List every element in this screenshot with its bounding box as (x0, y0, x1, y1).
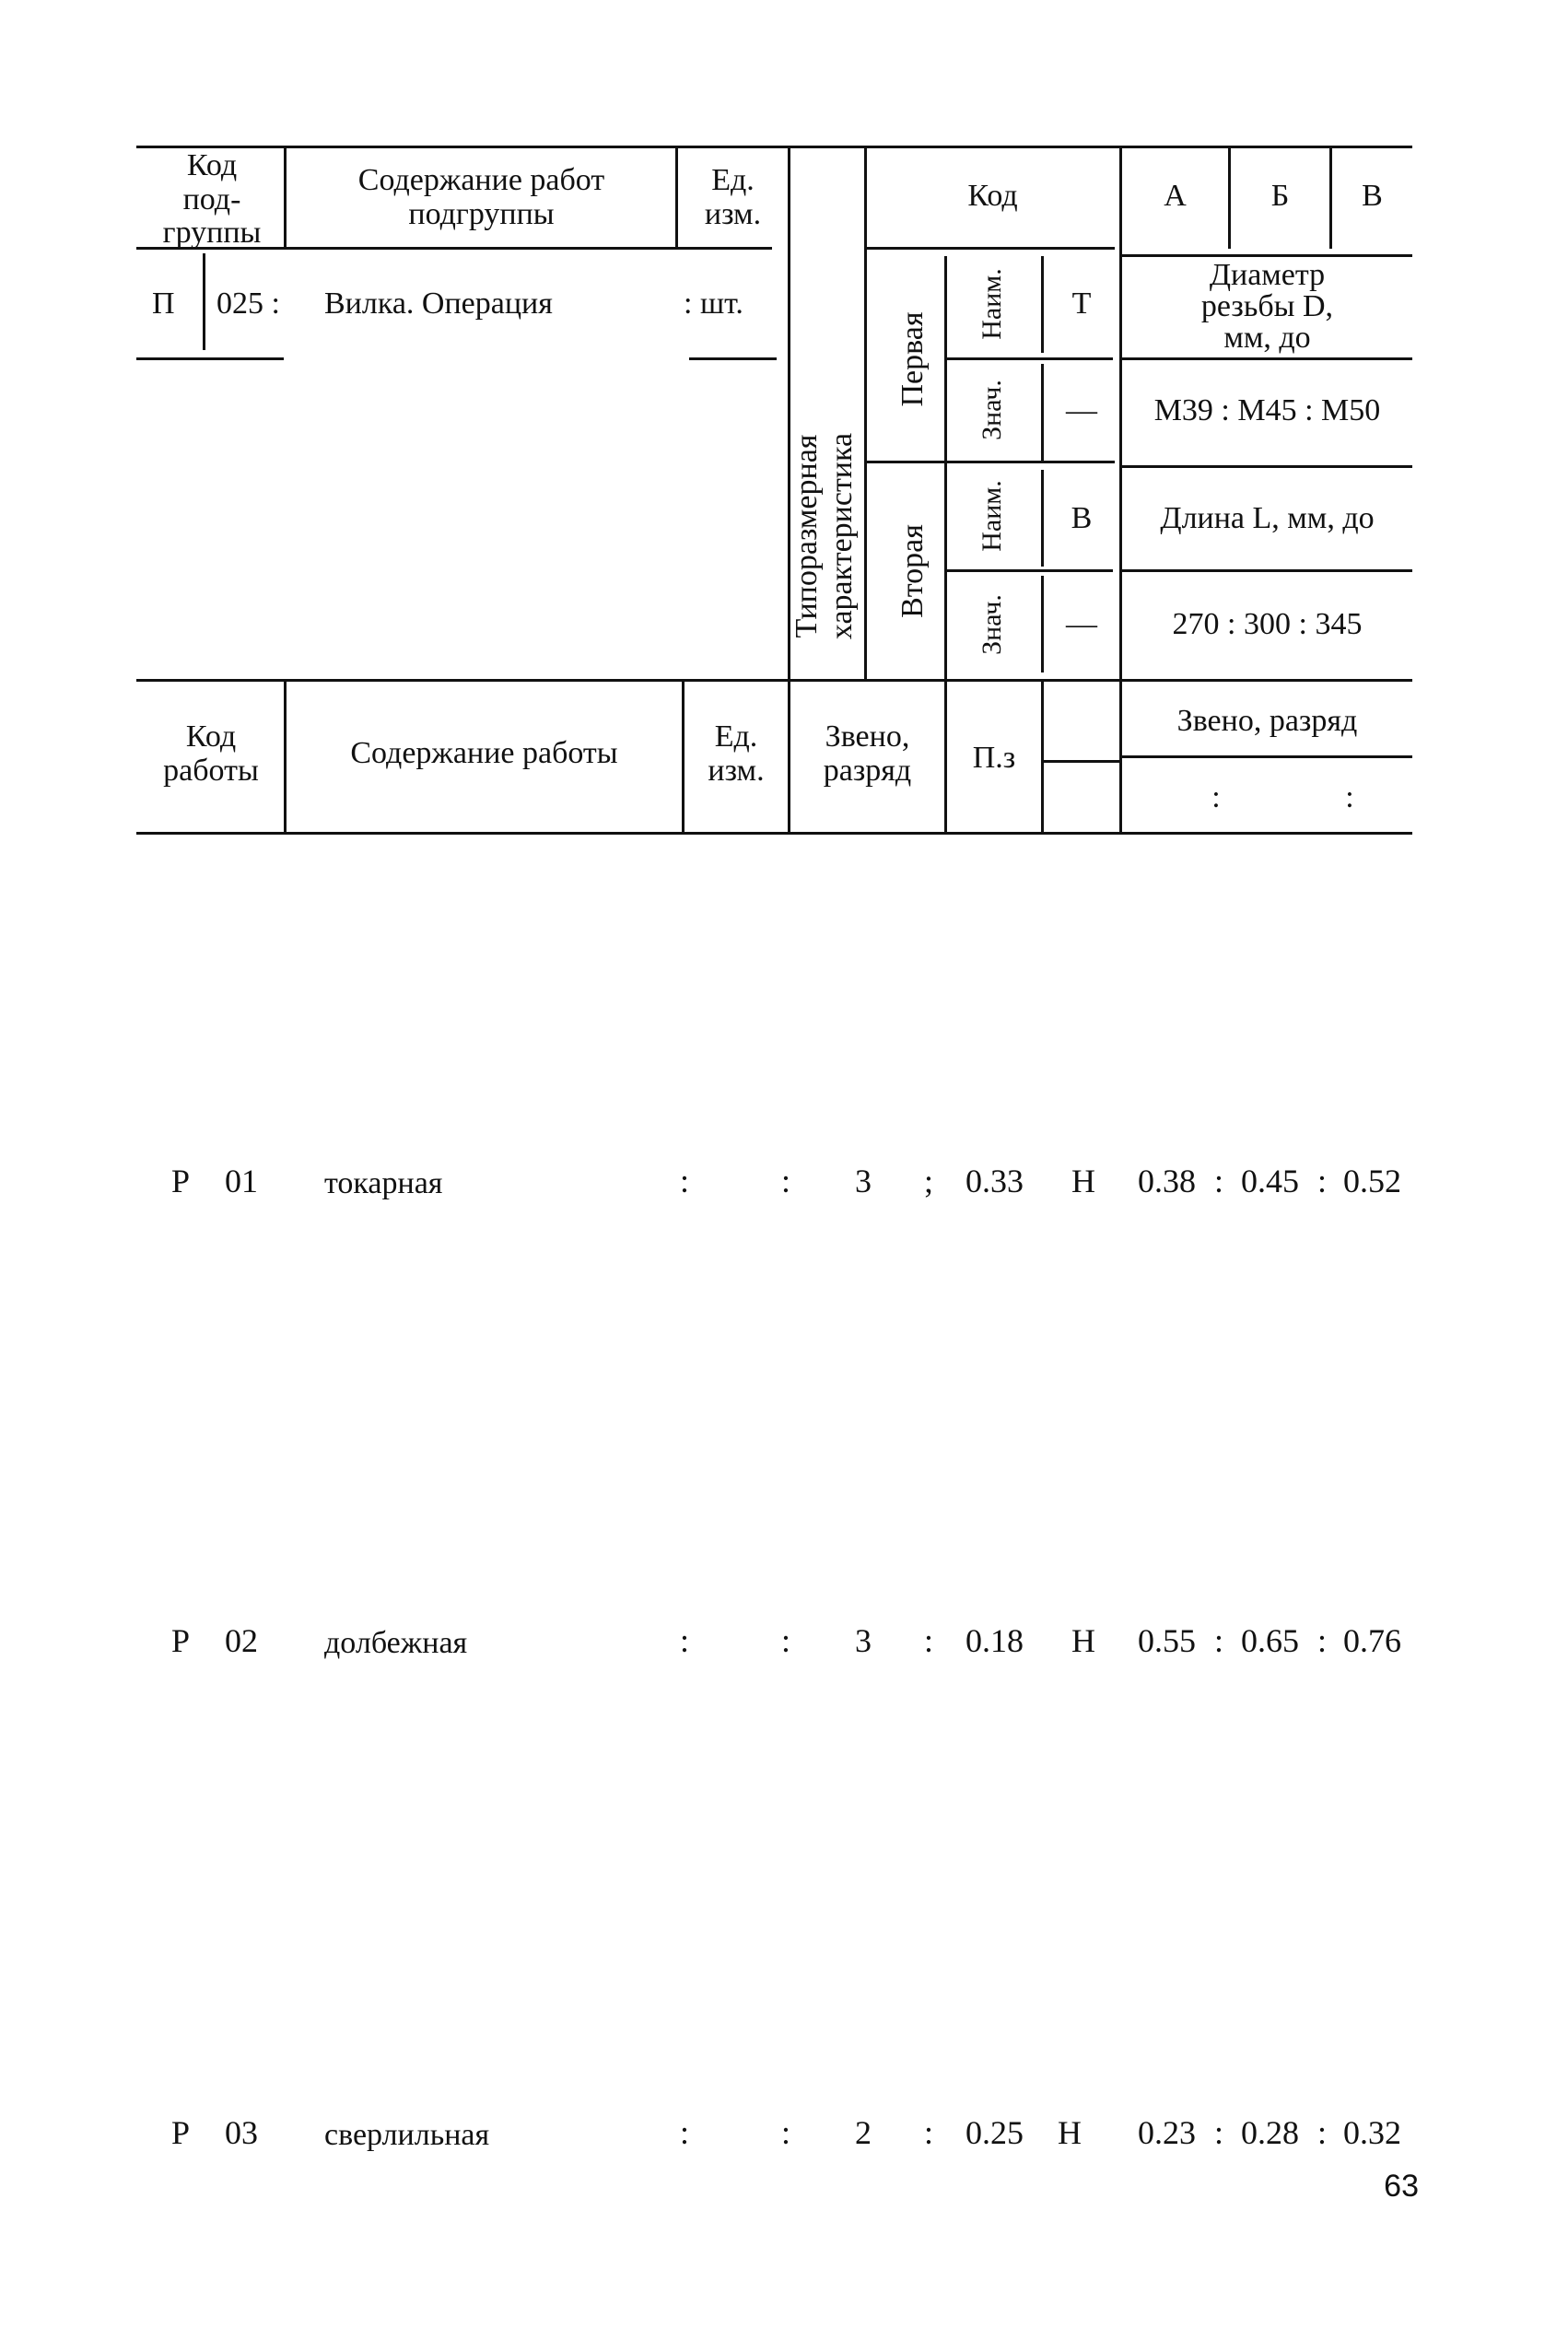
diam-line2: резьбы D, (1200, 289, 1334, 323)
col-v-header: В (1362, 179, 1383, 213)
row-h: Н (1071, 1622, 1095, 1659)
row-sep2: : (1317, 1163, 1328, 1199)
kod-podgruppy-line1: Код (186, 148, 238, 182)
row-name: долбежная (324, 1626, 468, 1660)
ed-izm-line1: Ед. (711, 163, 755, 197)
diam-line3: мм, до (1223, 321, 1311, 355)
length-label: Длина L, мм, до (1160, 501, 1375, 535)
vtoraya-label: Вторая (895, 524, 930, 618)
kod-podgruppy-line2: под- (182, 181, 241, 216)
diam-values: М39 : М45 : М50 (1153, 393, 1381, 427)
row-a: 0.38 (1138, 1163, 1196, 1199)
row-name: сверлильная (324, 2118, 490, 2152)
code-t: Т (1071, 287, 1092, 321)
soderzhanie-raboty: Содержание работы (350, 736, 618, 770)
table-row (0, 1164, 1568, 1210)
kod-header: Код (967, 179, 1018, 213)
tipo-line1: Типоразмерная (790, 434, 824, 638)
row-colon3: ; (924, 1163, 934, 1199)
row-pz: 0.33 (965, 1163, 1024, 1199)
col-b-header: Б (1270, 179, 1290, 213)
header2-colon1: : (1211, 780, 1221, 814)
soderzhanie-line1: Содержание работ (357, 163, 605, 197)
row-h: Н (1071, 1163, 1095, 1199)
row-h: Н (1058, 2114, 1082, 2151)
naim2-label: Наим. (977, 480, 1007, 552)
subgroup-letter: П (152, 287, 175, 321)
row-colon2: : (781, 1163, 791, 1199)
code-v: В (1071, 501, 1093, 535)
row-a: 0.23 (1138, 2114, 1196, 2151)
znach1-label: Знач. (977, 380, 1007, 440)
row-code: 02 (225, 1622, 258, 1659)
ed-izm2-line2: изм. (708, 753, 765, 788)
tipo-line2: характеристика (825, 432, 859, 640)
table-row (0, 1623, 1568, 1669)
page-number: 63 (1384, 2169, 1419, 2204)
length-values: 270 : 300 : 345 (1172, 607, 1363, 641)
row-v: 0.32 (1343, 2114, 1401, 2151)
row-zveno: 2 (855, 2114, 872, 2151)
row-b: 0.65 (1241, 1622, 1299, 1659)
header2-colon2: : (1345, 780, 1354, 814)
kod-raboty-line2: работы (163, 753, 259, 788)
naim1-label: Наим. (977, 268, 1007, 340)
row-pz: 0.18 (965, 1622, 1024, 1659)
row-sep2: : (1317, 1622, 1328, 1659)
row-colon2: : (781, 1622, 791, 1659)
kod-podgruppy-line3: группы (162, 216, 262, 251)
row-pz: 0.25 (965, 2114, 1024, 2151)
row-colon3: : (924, 1622, 934, 1659)
zveno-line2: разряд (823, 753, 912, 788)
row-code: 03 (225, 2114, 258, 2151)
row-zveno: 3 (855, 1622, 872, 1659)
diam-line1: Диаметр (1209, 258, 1326, 292)
pervaya-label: Первая (895, 311, 930, 407)
code-dash2: — (1066, 607, 1097, 641)
row-v: 0.52 (1343, 1163, 1401, 1199)
col-a-header: А (1164, 179, 1187, 213)
row-prefix: Р (171, 1163, 191, 1199)
znach2-label: Знач. (977, 594, 1007, 655)
subgroup-code: 025 : (216, 287, 280, 321)
row-a: 0.55 (1138, 1622, 1196, 1659)
row-prefix: Р (171, 2114, 191, 2151)
row-colon1: : (680, 1163, 690, 1199)
row-colon2: : (781, 2114, 791, 2151)
row-sep1: : (1214, 1163, 1224, 1199)
kod-raboty-line1: Код (185, 719, 237, 754)
row-sep1: : (1214, 1622, 1224, 1659)
ed-izm2-line1: Ед. (714, 719, 758, 754)
zveno-razryad-header: Звено, разряд (1176, 704, 1358, 738)
row-b: 0.45 (1241, 1163, 1299, 1199)
code-dash1: — (1066, 393, 1097, 427)
row-colon1: : (680, 2114, 690, 2151)
table-row (0, 2115, 1568, 2161)
pz-header: П.з (972, 741, 1016, 775)
row-zveno: 3 (855, 1163, 872, 1199)
row-prefix: Р (171, 1622, 191, 1659)
row-code: 01 (225, 1163, 258, 1199)
row-b: 0.28 (1241, 2114, 1299, 2151)
row-colon1: : (680, 1622, 690, 1659)
soderzhanie-line2: подгруппы (408, 196, 555, 231)
subgroup-unit: : шт. (684, 287, 743, 321)
row-sep1: : (1214, 2114, 1224, 2151)
ed-izm-line2: изм. (704, 196, 762, 231)
row-sep2: : (1317, 2114, 1328, 2151)
zveno-line1: Звено, (825, 719, 910, 754)
subgroup-name: Вилка. Операция (324, 287, 553, 321)
row-colon3: : (924, 2114, 934, 2151)
row-v: 0.76 (1343, 1622, 1401, 1659)
row-name: токарная (324, 1166, 443, 1200)
